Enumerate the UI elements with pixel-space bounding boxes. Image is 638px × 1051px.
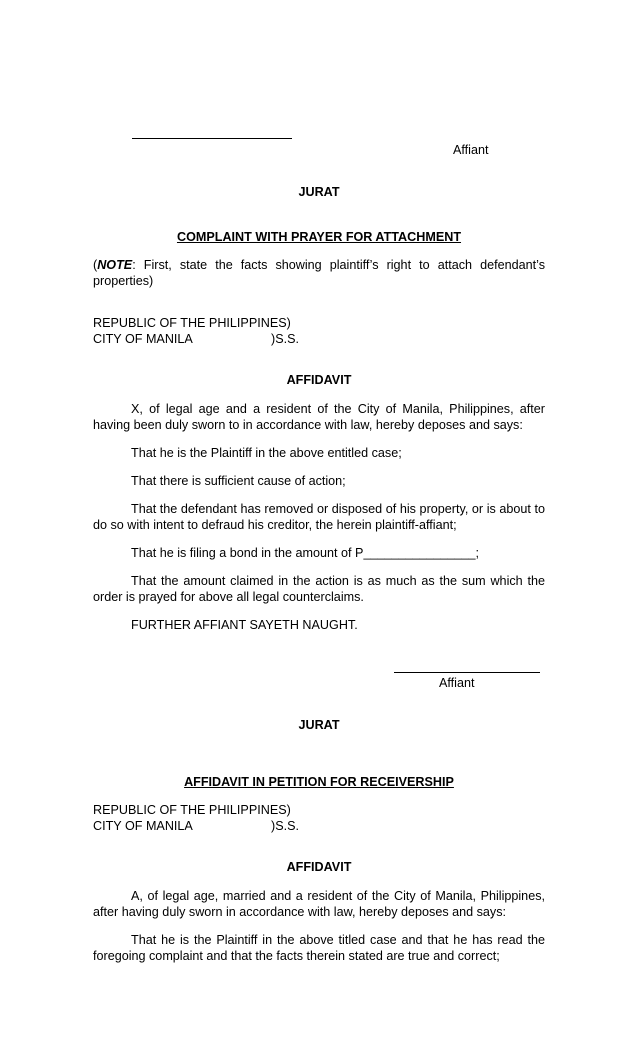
venue-city: CITY OF MANILA (93, 332, 193, 346)
affidavit-paragraph-3: That there is sufficient cause of action; (131, 474, 346, 488)
signature-line (394, 672, 540, 673)
receivership-title: AFFIDAVIT IN PETITION FOR RECEIVERSHIP (184, 775, 454, 789)
complaint-title: COMPLAINT WITH PRAYER FOR ATTACHMENT (176, 230, 462, 244)
affiant-label: Affiant (439, 676, 475, 690)
affidavit-paragraph-1: X, of legal age and a resident of the City of Manila, Philippines, after having been duly sworn to in accordance with law, hereby deposes and says: (93, 402, 545, 432)
bond-amount-blank: ________________ (363, 546, 476, 560)
venue-ss: )S.S. (271, 819, 299, 833)
venue-ss: )S.S. (271, 332, 299, 346)
affidavit-paragraph-6: That the amount claimed in the action is as much as the sum which the order is prayed for above all legal counterclaims. (93, 574, 545, 604)
affidavit-paragraph-5: That he is filing a bond in the amount of P________________; (131, 546, 480, 560)
jurat-heading: JURAT (298, 718, 340, 732)
affidavit-heading: AFFIDAVIT (286, 860, 352, 874)
venue-city: CITY OF MANILA (93, 819, 193, 833)
note-paragraph: (NOTE: First, state the facts showing plaintiff’s right to attach defendant’s properties) (93, 258, 545, 288)
venue-republic: REPUBLIC OF THE PHILIPPINES) (93, 316, 291, 330)
signature-line (132, 138, 292, 139)
affiant-label: Affiant (453, 143, 489, 157)
note-label: NOTE (97, 258, 133, 272)
jurat-heading: JURAT (298, 185, 340, 199)
affidavit-paragraph-2: That he is the Plaintiff in the above entitled case; (131, 446, 402, 460)
venue-republic: REPUBLIC OF THE PHILIPPINES) (93, 803, 291, 817)
receivership-paragraph-1: A, of legal age, married and a resident of the City of Manila, Philippines, after having duly sworn in accordance with law, hereby deposes and says: (93, 889, 545, 919)
receivership-paragraph-2: That he is the Plaintiff in the above titled case and that he has read the foregoing complaint and that the facts therein stated are true and correct; (93, 933, 545, 963)
affidavit-paragraph-4: That the defendant has removed or disposed of his property, or is about to do so with intent to defraud his creditor, the herein plaintiff-affiant; (93, 502, 545, 532)
affidavit-paragraph-7: FURTHER AFFIANT SAYETH NAUGHT. (131, 618, 358, 632)
affidavit-heading: AFFIDAVIT (286, 373, 352, 387)
